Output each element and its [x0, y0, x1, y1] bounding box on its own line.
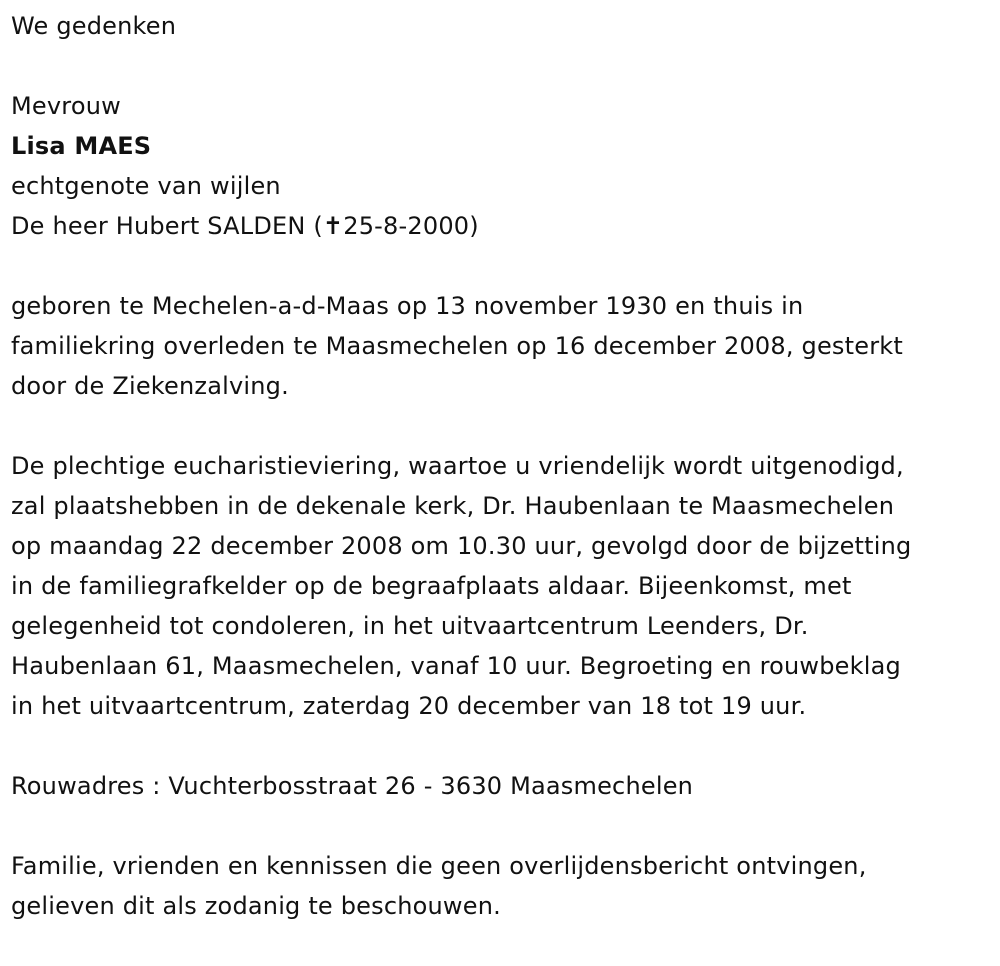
address-text: Rouwadres : Vuchterbosstraat 26 - 3630 Maasmechelen [11, 772, 694, 800]
paragraph-line: familiekring overleden te Maasmechelen op 16 december 2008, gesterkt [11, 332, 903, 360]
spacer [11, 806, 996, 846]
closing-paragraph [11, 846, 996, 926]
birth-death-paragraph [11, 286, 996, 406]
spacer [11, 726, 996, 766]
paragraph-line: geboren te Mechelen-a-d-Maas op 13 november 1930 en thuis in [11, 292, 804, 320]
paragraph-line: gelegenheid tot condoleren, in het uitvaartcentrum Leenders, Dr. [11, 612, 809, 640]
paragraph-line: gelieven dit als zodanig te beschouwen. [11, 892, 501, 920]
paragraph-line: op maandag 22 december 2008 om 10.30 uur, gevolgd door de bijzetting [11, 532, 912, 560]
spacer [11, 246, 996, 286]
relation-text: echtgenote van wijlen [11, 172, 281, 200]
header-text: We gedenken [11, 12, 177, 40]
paragraph-line: zal plaatshebben in de dekenale kerk, Dr. Haubenlaan te Maasmechelen [11, 492, 895, 520]
title-prefix: Mevrouw [11, 92, 121, 120]
spacer [11, 46, 996, 86]
paragraph-line: Familie, vrienden en kennissen die geen overlijdensbericht ontvingen, [11, 852, 867, 880]
paragraph-line: Haubenlaan 61, Maasmechelen, vanaf 10 uur. Begroeting en rouwbeklag [11, 652, 901, 680]
paragraph-line: in het uitvaartcentrum, zaterdag 20 december van 18 tot 19 uur. [11, 692, 807, 720]
paragraph-line: in de familiegrafkelder op de begraafplaats aldaar. Bijeenkomst, met [11, 572, 852, 600]
death-notice [11, 6, 996, 926]
paragraph-line: De plechtige eucharistieviering, waartoe u vriendelijk wordt uitgenodigd, [11, 452, 904, 480]
spouse-text: De heer Hubert SALDEN (✝25-8-2000) [11, 212, 479, 240]
spacer [11, 406, 996, 446]
paragraph-line: door de Ziekenzalving. [11, 372, 289, 400]
deceased-name: Lisa MAES [11, 132, 152, 160]
service-paragraph [11, 446, 996, 726]
